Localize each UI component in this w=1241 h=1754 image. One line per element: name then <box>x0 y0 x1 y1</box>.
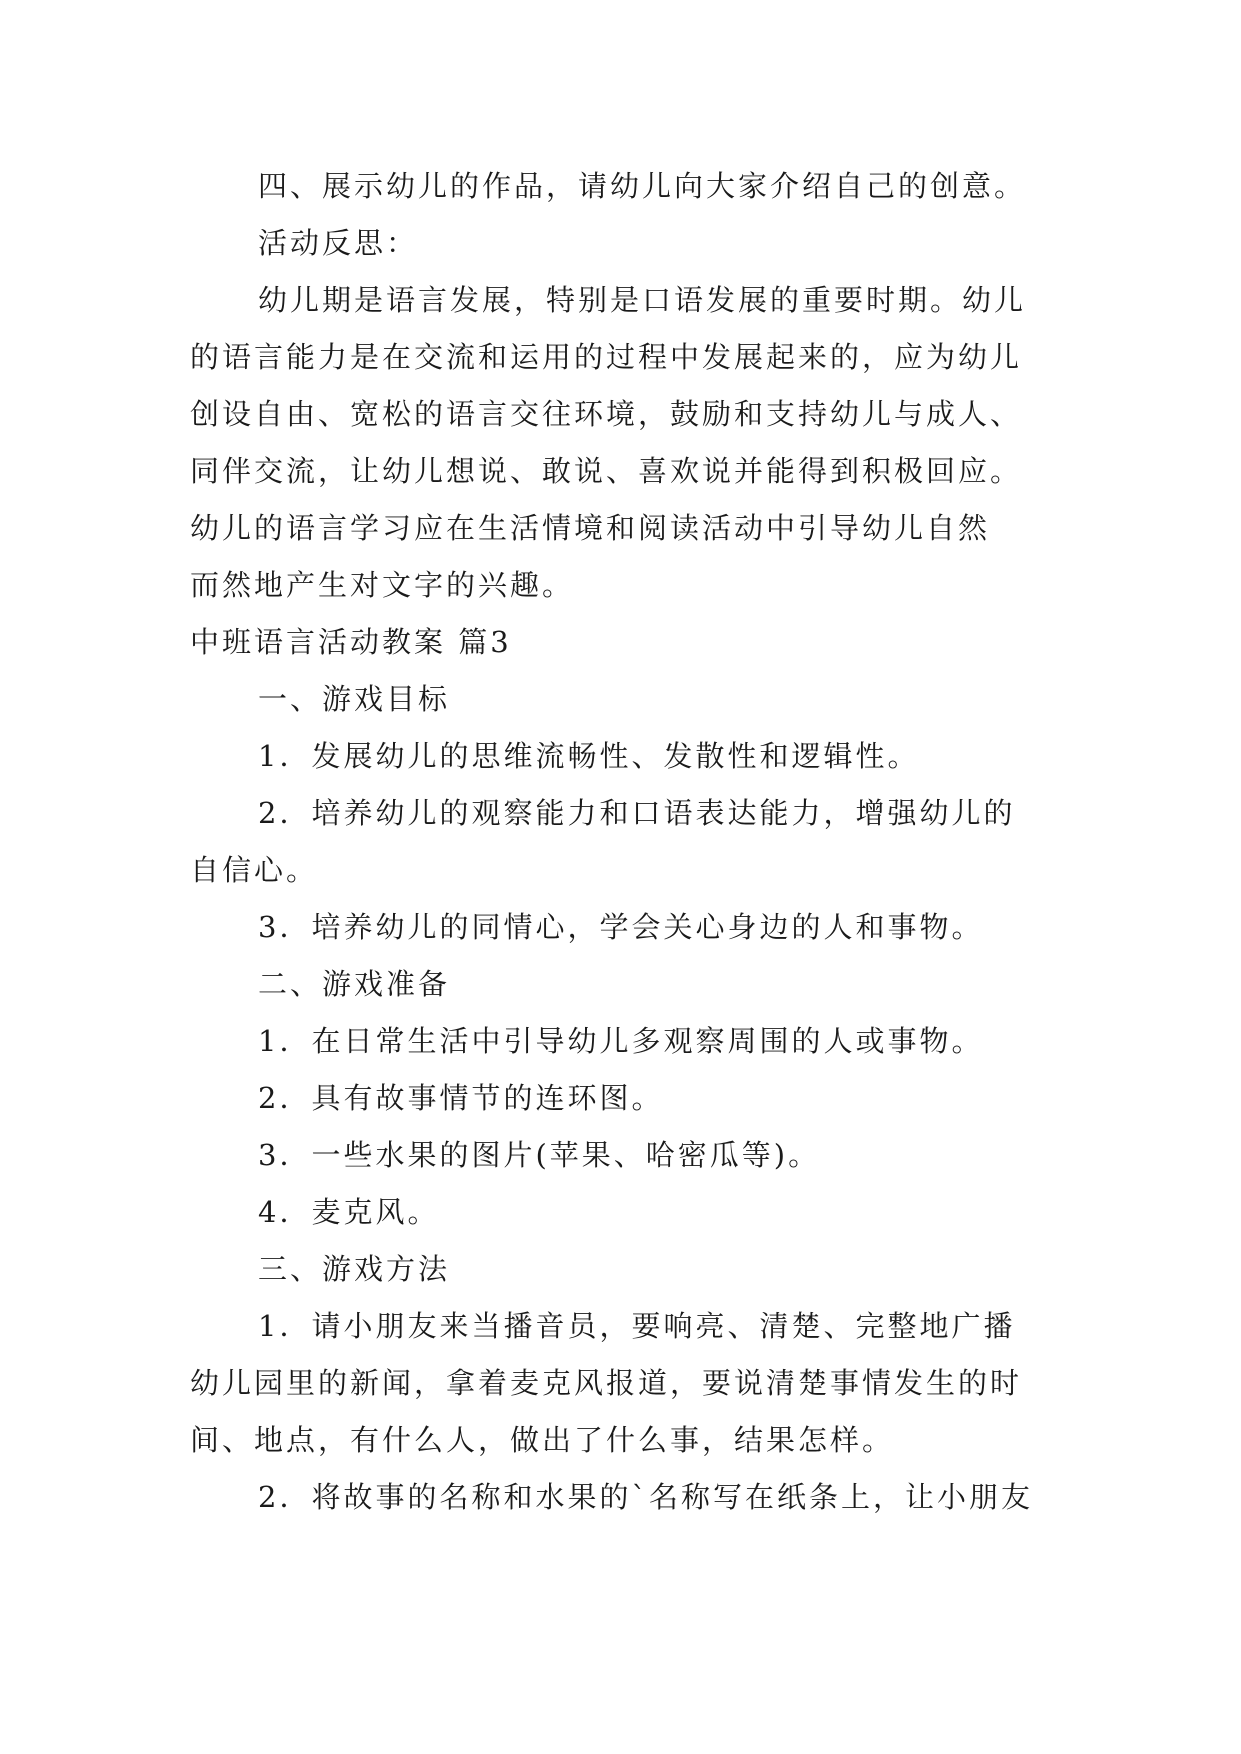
paragraph-line: 的语言能力是在交流和运用的过程中发展起来的，应为幼儿 <box>190 340 1023 374</box>
paragraph-line: 而然地产生对文字的兴趣。 <box>190 568 575 602</box>
paragraph-line: 幼儿的语言学习应在生活情境和阅读活动中引导幼儿自然 <box>190 511 991 545</box>
list-item-continuation: 自信心。 <box>190 853 319 887</box>
list-item: 3．培养幼儿的同情心，学会关心身边的人和事物。 <box>258 910 984 944</box>
list-item: 2．将故事的名称和水果的`名称写在纸条上，让小朋友 <box>258 1480 1033 1514</box>
list-item: 4．麦克风。 <box>258 1195 440 1229</box>
list-item: 2．具有故事情节的连环图。 <box>258 1081 664 1115</box>
subsection-heading: 二、游戏准备 <box>258 967 451 1001</box>
list-item: 3．一些水果的图片(苹果、哈密瓜等)。 <box>258 1138 821 1172</box>
paragraph-line: 幼儿期是语言发展，特别是口语发展的重要时期。幼儿 <box>258 283 1027 317</box>
list-item-continuation: 间、地点，有什么人，做出了什么事，结果怎样。 <box>190 1423 895 1457</box>
list-item: 1．在日常生活中引导幼儿多观察周围的人或事物。 <box>258 1024 984 1058</box>
subsection-heading: 一、游戏目标 <box>258 682 451 716</box>
subsection-heading: 三、游戏方法 <box>258 1252 451 1286</box>
paragraph-line: 活动反思： <box>258 226 419 260</box>
paragraph-line: 创设自由、宽松的语言交往环境，鼓励和支持幼儿与成人、 <box>190 397 1023 431</box>
list-item-continuation: 幼儿园里的新闻，拿着麦克风报道，要说清楚事情发生的时 <box>190 1366 1023 1400</box>
section-heading: 中班语言活动教案 篇3 <box>190 625 512 659</box>
paragraph-line: 四、展示幼儿的作品，请幼儿向大家介绍自己的创意。 <box>258 169 1027 203</box>
list-item: 1．发展幼儿的思维流畅性、发散性和逻辑性。 <box>258 739 920 773</box>
list-item: 1．请小朋友来当播音员，要响亮、清楚、完整地广播 <box>258 1309 1016 1343</box>
paragraph-line: 同伴交流，让幼儿想说、敢说、喜欢说并能得到积极回应。 <box>190 454 1023 488</box>
list-item: 2．培养幼儿的观察能力和口语表达能力，增强幼儿的 <box>258 796 1016 830</box>
